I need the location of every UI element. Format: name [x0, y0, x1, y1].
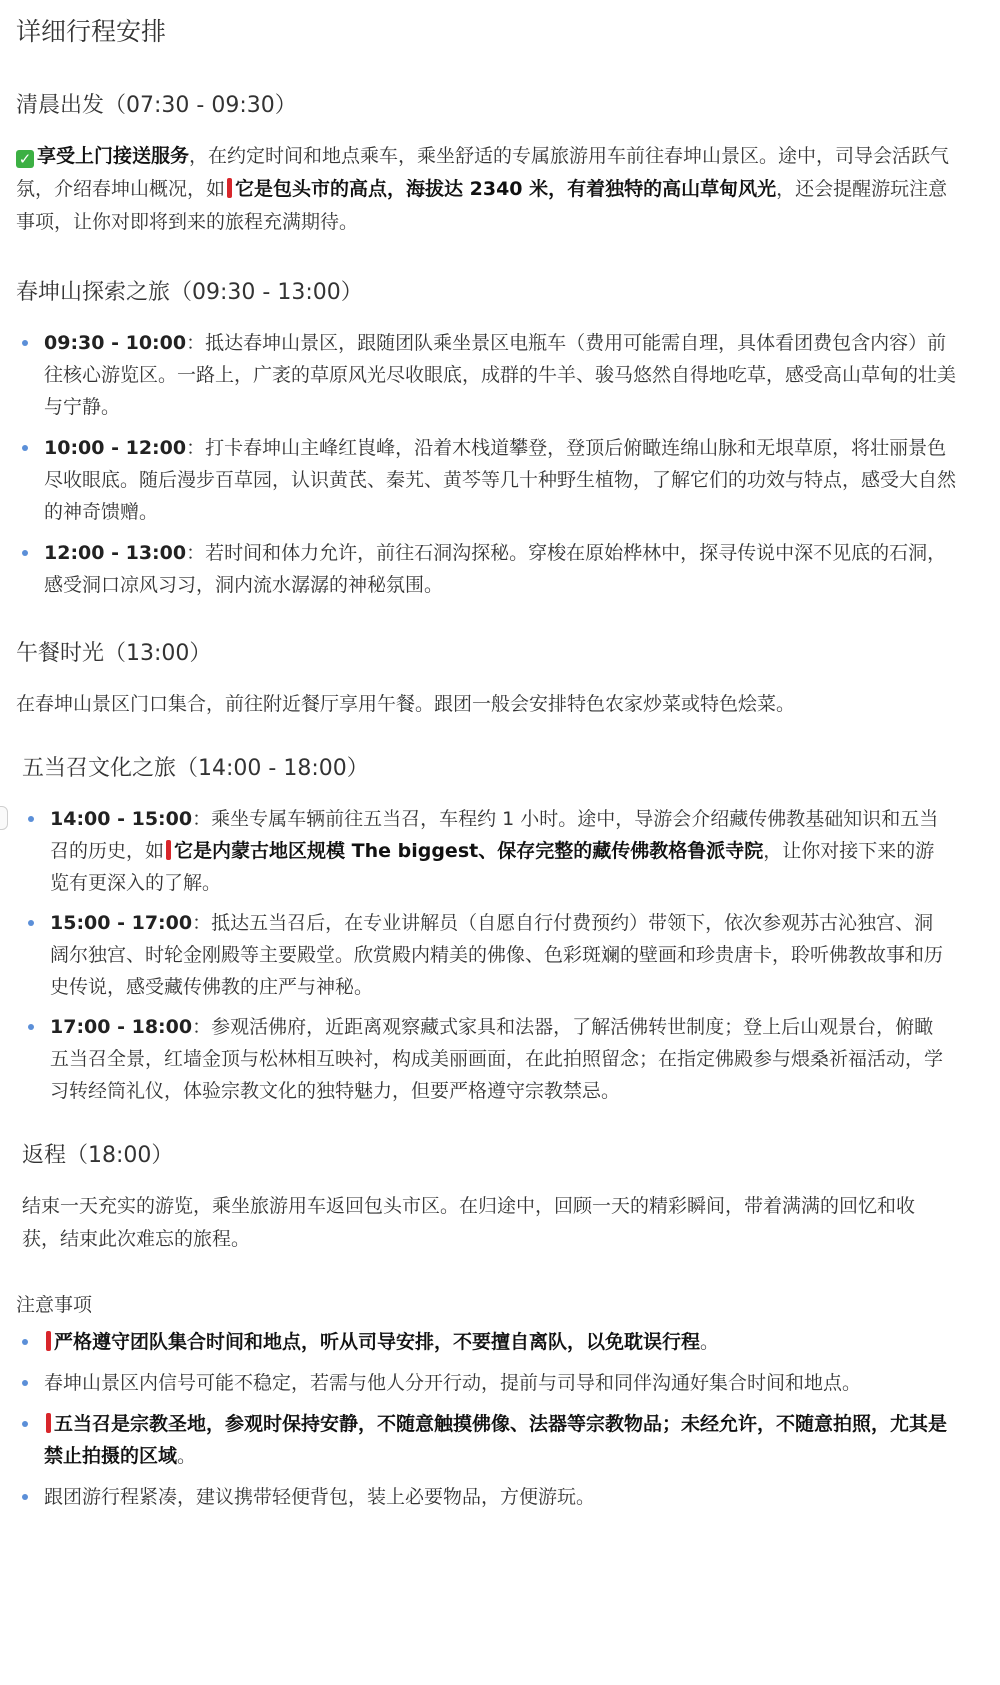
departure-text-2: ，还会提醒游玩注意事项，让你对即将到来的旅程充满期待。 — [16, 178, 948, 233]
lunch-paragraph: 在春坤山景区门口集合，前往附近餐厅享用午餐。跟团一般会安排特色农家炒菜或特色烩菜。 — [16, 693, 796, 715]
list-item: 春坤山景区内信号可能不稳定，若需与他人分开行动，提前与司导和同伴沟通好集合时间和地点。 — [16, 1367, 956, 1399]
pickup-service-text: 享受上门接送服务 — [37, 145, 190, 167]
list-item: 15:00 - 17:00：抵达五当召后，在专业讲解员（自愿自行付费预约）带领下，依次参观苏古沁独宫、洞阔尔独宫、时轮金刚殿等主要殿堂。欣赏殿内精美的佛像、色彩斑斓的壁画和珍贵唐卡，聆听佛教故事和历史传说，感受藏传佛教的庄严与神秘。 — [22, 907, 952, 1003]
wudangzhao-list — [22, 803, 952, 1107]
section-heading-wudangzhao: 五当召文化之旅（14:00 - 18:00） — [22, 756, 369, 781]
departure-text-1: ，在约定时间和地点乘车，乘坐舒适的专属旅游用车前往春坤山景区。途中，司导会活跃气氛，介绍春坤山概况，如 — [16, 145, 950, 200]
list-item: 12:00 - 13:00：若时间和体力允许，前往石洞沟探秘。穿梭在原始桦林中，探寻传说中深不见底的石洞，感受洞口凉风习习，洞内流水潺潺的神秘氛围。 — [16, 537, 956, 601]
notes-list — [16, 1326, 956, 1513]
section-heading-chunkun: 春坤山探索之旅（09:30 - 13:00） — [16, 280, 363, 305]
chunkun-list — [16, 327, 956, 601]
red-exclamation-icon — [46, 1413, 51, 1433]
list-item: 跟团游行程紧凑，建议携带轻便背包，装上必要物品，方便游玩。 — [16, 1481, 956, 1513]
page-title: 详细行程安排 — [16, 17, 167, 46]
departure-paragraph — [16, 140, 966, 239]
list-item: 14:00 - 15:00：乘坐专属车辆前往五当召，车程约 1 小时。途中，导游会介绍藏传佛教基础知识和五当召的历史，如 它是内蒙古地区规模 The biggest、保存完整的藏传佛教格鲁派寺院，让你对接下来的游览有更深入的了解。 — [22, 803, 952, 899]
section-heading-lunch: 午餐时光（13:00） — [16, 641, 212, 666]
side-handle[interactable] — [0, 806, 8, 830]
section-heading-departure: 清晨出发（07:30 - 09:30） — [16, 93, 297, 118]
section-heading-notes: 注意事项 — [16, 1294, 93, 1316]
return-paragraph: 结束一天充实的游览，乘坐旅游用车返回包头市区。在归途中，回顾一天的精彩瞬间，带着满满的回忆和收获，结束此次难忘的旅程。 — [22, 1195, 916, 1250]
altitude-highlight: 它是包头市的高点，海拔达 2340 米，有着独特的高山草甸风光 — [235, 178, 777, 200]
list-item: 17:00 - 18:00：参观活佛府，近距离观察藏式家具和法器，了解活佛转世制度；登上后山观景台，俯瞰五当召全景，红墙金顶与松林相互映衬，构成美丽画面，在此拍照留念；在指定佛殿参与煨桑祈福活动，学习转经筒礼仪，体验宗教文化的独特魅力，但要严格遵守宗教禁忌。 — [22, 1011, 952, 1107]
check-mark-icon: ✓ — [16, 150, 34, 168]
red-exclamation-icon — [166, 840, 171, 860]
list-item: 五当召是宗教圣地，参观时保持安静，不随意触摸佛像、法器等宗教物品；未经允许，不随意拍照，尤其是禁止拍摄的区域。 — [16, 1408, 956, 1472]
section-heading-return: 返程（18:00） — [22, 1143, 174, 1168]
list-item: 09:30 - 10:00：抵达春坤山景区，跟随团队乘坐景区电瓶车（费用可能需自理，具体看团费包含内容）前往核心游览区。一路上，广袤的草原风光尽收眼底，成群的牛羊、骏马悠然自得地吃草，感受高山草甸的壮美与宁静。 — [16, 327, 956, 423]
list-item: 10:00 - 12:00：打卡春坤山主峰红崀峰，沿着木栈道攀登，登顶后俯瞰连绵山脉和无垠草原，将壮丽景色尽收眼底。随后漫步百草园，认识黄芪、秦艽、黄芩等几十种野生植物，了解它们的功效与特点，感受大自然的神奇馈赠。 — [16, 432, 956, 528]
list-item: 严格遵守团队集合时间和地点，听从司导安排，不要擅自离队，以免耽误行程。 — [16, 1326, 956, 1358]
red-exclamation-icon — [46, 1331, 51, 1351]
red-exclamation-icon — [227, 178, 232, 198]
